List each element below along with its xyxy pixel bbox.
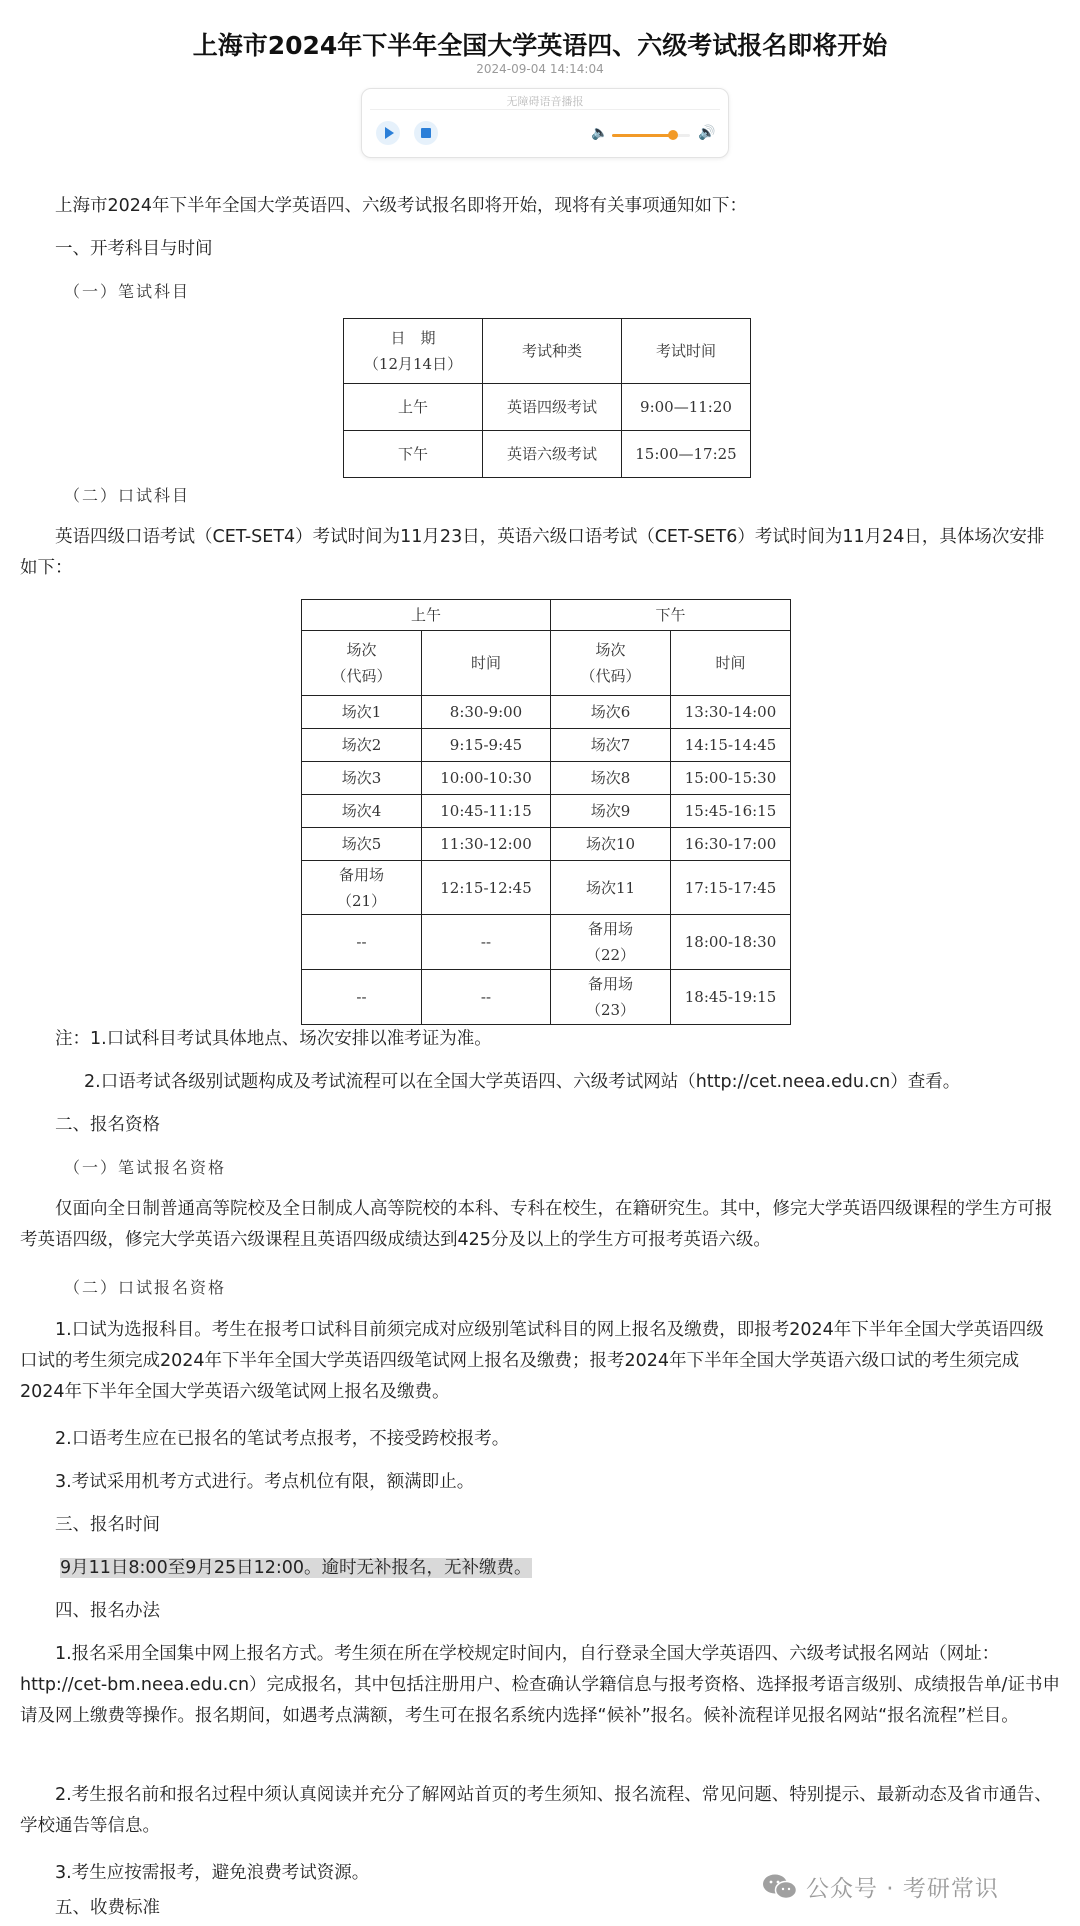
oral-exam-table: [301, 599, 791, 1025]
table-cell: 场次3: [302, 762, 422, 795]
player-divider: [370, 109, 720, 110]
subsection-heading: （二）口试科目: [64, 486, 191, 505]
session-label: 场次: [595, 641, 626, 659]
table-cell: 17:15-17:45: [671, 861, 791, 915]
table-row: [302, 795, 791, 828]
body-paragraph: 1.报名采用全国集中网上报名方式。考生须在所在学校规定时间内，自行登录全国大学英语四、六级考试报名网站（网址：http://cet-bm.neea.edu.cn）完成报名，其中包括注册用户、检查确认学籍信息与报考资格、选择报考语言级别、成绩报告单/证书申请及网上缴费等操作。报名期间，如遇考点满额，考生可在报名系统内选择“候补”报名。候补流程详见报名网站“报名流程”栏目。: [20, 1644, 1060, 1726]
table-cell: 8:30-9:00: [422, 696, 551, 729]
play-icon: [385, 127, 394, 139]
table-cell: 13:30-14:00: [671, 696, 791, 729]
play-button[interactable]: [376, 121, 400, 145]
table-header-cell: 考试种类: [483, 319, 622, 384]
wechat-icon: [762, 1873, 798, 1907]
table-cell: 下午: [344, 431, 483, 478]
subsection-heading: （一）笔试报名资格: [64, 1158, 227, 1177]
table-cell: 场次1: [302, 696, 422, 729]
player-label: 无障碍语音播报: [506, 95, 584, 108]
watermark: [762, 1870, 999, 1907]
table-cell: 10:00-10:30: [422, 762, 551, 795]
table-header-cell: 下午: [551, 600, 791, 631]
table-cell: 14:15-14:45: [671, 729, 791, 762]
table-cell: 场次10: [551, 828, 671, 861]
table-cell: 15:00-15:30: [671, 762, 791, 795]
table-cell: --: [302, 915, 422, 970]
volume-slider[interactable]: [612, 134, 690, 137]
table-cell: [551, 970, 671, 1025]
table-cell: 英语四级考试: [483, 384, 622, 431]
table-cell: 英语六级考试: [483, 431, 622, 478]
table-header-cell: 时间: [422, 631, 551, 696]
page-title: 上海市2024年下半年全国大学英语四、六级考试报名即将开始: [192, 31, 888, 60]
table-cell: [302, 861, 422, 915]
stop-icon: [421, 128, 431, 138]
table-cell: 18:00-18:30: [671, 915, 791, 970]
table-row: [302, 861, 791, 915]
table-row: [302, 915, 791, 970]
table-header-cell: 上午: [302, 600, 551, 631]
audio-player: [361, 88, 729, 158]
volume-fill: [612, 134, 673, 137]
table-row: [344, 384, 751, 431]
table-cell: 场次11: [551, 861, 671, 915]
table-row: [302, 729, 791, 762]
table-cell: 15:45-16:15: [671, 795, 791, 828]
table-header-cell: [302, 631, 422, 696]
publish-date: 2024-09-04 14:14:04: [476, 62, 604, 76]
table-cell: 场次4: [302, 795, 422, 828]
table-cell: --: [422, 970, 551, 1025]
oral-paragraph: 英语四级口语考试（CET-SET4）考试时间为11月23日，英语六级口语考试（CET-SET6）考试时间为11月24日，具体场次安排如下：: [20, 527, 1045, 578]
standby-session-code: （21）: [336, 891, 387, 910]
subsection-heading: （二）口试报名资格: [64, 1278, 227, 1297]
table-cell: --: [422, 915, 551, 970]
table-cell: [551, 915, 671, 970]
table-row: [302, 828, 791, 861]
standby-session-label: 备用场: [587, 920, 633, 938]
table-cell: 11:30-12:00: [422, 828, 551, 861]
section-heading: 五、收费标准: [55, 1898, 160, 1918]
written-exam-table: [343, 318, 751, 478]
table-cell: 上午: [344, 384, 483, 431]
date-value: （12月14日）: [363, 355, 463, 373]
standby-session-label: 备用场: [587, 975, 633, 993]
body-paragraph: 1.口试为选报科目。考生在报考口试科目前须完成对应级别笔试科目的网上报名及缴费，即报考2024年下半年全国大学英语四级口试的考生须完成2024年下半年全国大学英语四级笔试网上报名及缴费；报考2024年下半年全国大学英语六级口试的考生须完成2024年下半年全国大学英语六级笔试网上报名及缴费。: [20, 1320, 1044, 1402]
note-paragraph: 注：1.口试科目考试具体地点、场次安排以准考证为准。: [55, 1029, 492, 1049]
table-cell: 场次9: [551, 795, 671, 828]
table-row: [344, 431, 751, 478]
section-heading: 二、报名资格: [55, 1115, 160, 1135]
section-heading: 三、报名时间: [55, 1515, 160, 1535]
volume-high-icon: 🔊: [698, 125, 716, 141]
table-header-cell: [344, 319, 483, 384]
volume-low-icon: 🔈: [591, 125, 609, 141]
standby-session-code: （22）: [585, 946, 636, 964]
note-paragraph: 2.口语考试各级别试题构成及考试流程可以在全国大学英语四、六级考试网站（http://cet.neea.edu.cn）查看。: [84, 1072, 961, 1092]
volume-knob[interactable]: [668, 130, 678, 140]
body-paragraph: 2.口语考生应在已报名的笔试考点报考，不接受跨校报考。: [55, 1429, 510, 1449]
highlighted-text: 9月11日8:00至9月25日12:00。逾时无补报名，无补缴费。: [60, 1558, 532, 1578]
watermark-text: 公众号 · 考研常识: [806, 1876, 999, 1902]
intro-paragraph: 上海市2024年下半年全国大学英语四、六级考试报名即将开始，现将有关事项通知如下：: [55, 196, 748, 216]
subsection-heading: （一）笔试科目: [64, 282, 191, 301]
table-cell: 9:00—11:20: [622, 384, 751, 431]
table-cell: 9:15-9:45: [422, 729, 551, 762]
section-heading: 四、报名办法: [55, 1601, 160, 1621]
body-paragraph: 3.考试采用机考方式进行。考点机位有限，额满即止。: [55, 1472, 475, 1492]
standby-session-code: （23）: [585, 1001, 636, 1019]
registration-time: [60, 1553, 1060, 1584]
session-code-label: （代码）: [580, 667, 641, 685]
section-heading: 一、开考科目与时间: [55, 239, 213, 259]
table-row: [302, 970, 791, 1025]
body-paragraph: 3.考生应按需报考，避免浪费考试资源。: [55, 1863, 370, 1883]
table-row: [302, 696, 791, 729]
table-header-cell: 考试时间: [622, 319, 751, 384]
table-cell: 18:45-19:15: [671, 970, 791, 1025]
table-cell: 16:30-17:00: [671, 828, 791, 861]
table-header-cell: 时间: [671, 631, 791, 696]
stop-button[interactable]: [414, 121, 438, 145]
date-label: 日 期: [390, 329, 436, 347]
session-label: 场次: [346, 641, 377, 659]
table-cell: 场次6: [551, 696, 671, 729]
table-cell: 场次8: [551, 762, 671, 795]
table-cell: 场次7: [551, 729, 671, 762]
table-cell: 场次2: [302, 729, 422, 762]
session-code-label: （代码）: [331, 667, 392, 685]
body-paragraph: 仅面向全日制普通高等院校及全日制成人高等院校的本科、专科在校生，在籍研究生。其中，修完大学英语四级课程的学生方可报考英语四级，修完大学英语六级课程且英语四级成绩达到425分及以上的学生方可报考英语六级。: [20, 1199, 1053, 1250]
table-cell: 场次5: [302, 828, 422, 861]
body-paragraph: 2.考生报名前和报名过程中须认真阅读并充分了解网站首页的考生须知、报名流程、常见问题、特别提示、最新动态及省市通告、学校通告等信息。: [20, 1785, 1052, 1836]
table-cell: 15:00—17:25: [622, 431, 751, 478]
standby-session-label: 备用场: [338, 865, 384, 884]
table-cell: 10:45-11:15: [422, 795, 551, 828]
table-row: [302, 762, 791, 795]
table-cell: --: [302, 970, 422, 1025]
table-header-cell: [551, 631, 671, 696]
table-cell: 12:15-12:45: [422, 861, 551, 915]
